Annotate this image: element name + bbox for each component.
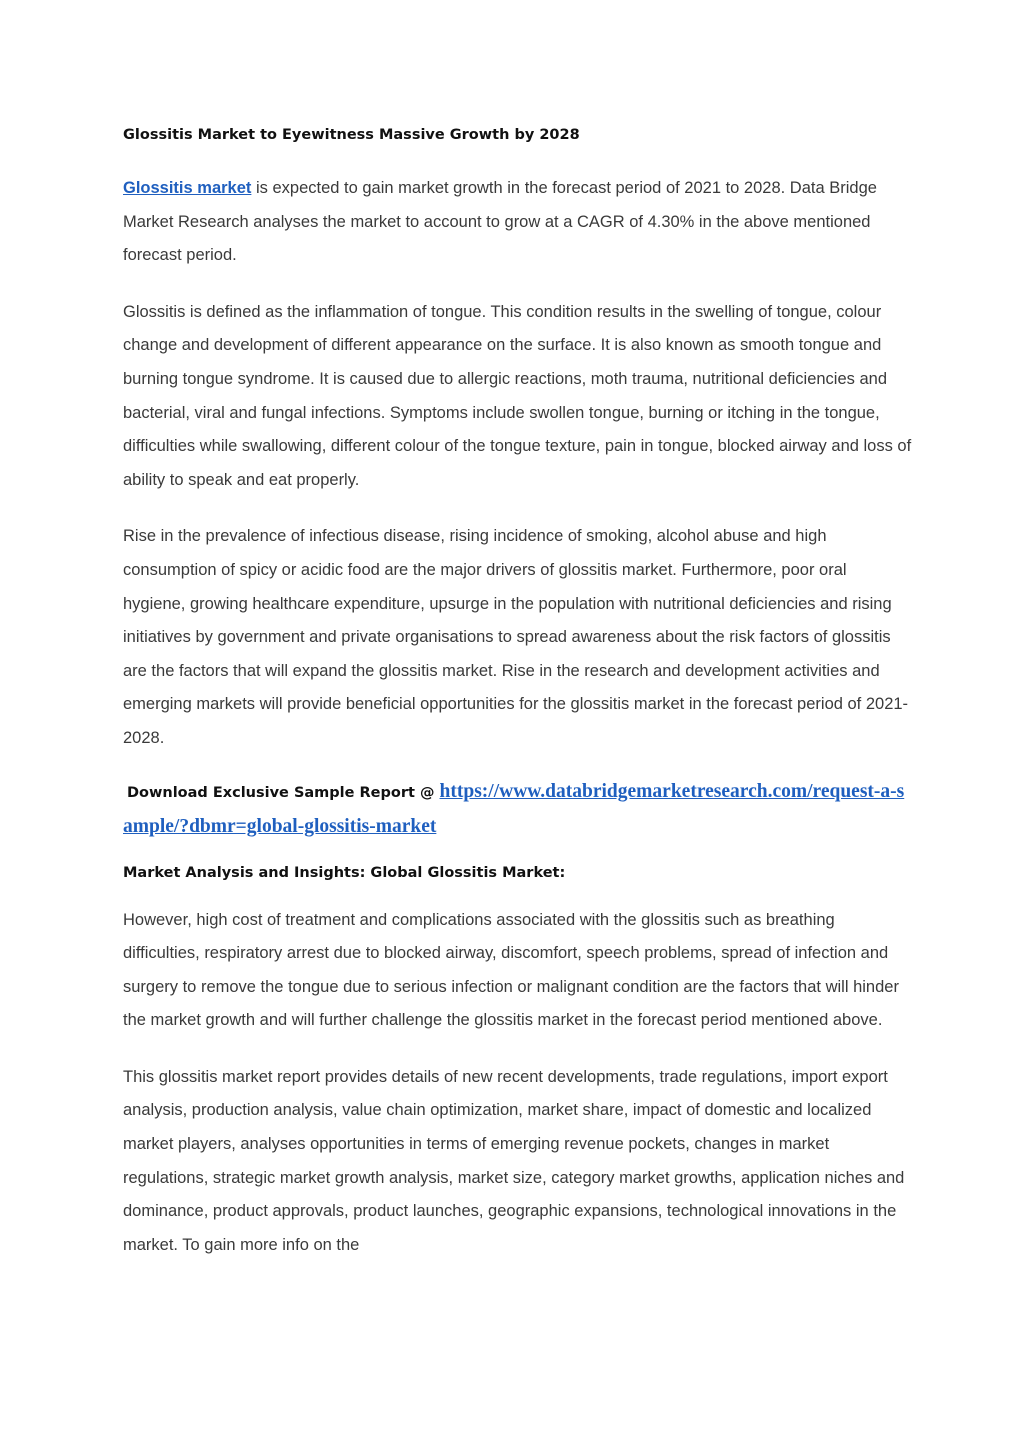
glossitis-market-link[interactable]: Glossitis market	[123, 179, 252, 197]
section-heading: Market Analysis and Insights: Global Glossitis Market:	[123, 864, 566, 881]
download-sample-line	[123, 775, 913, 844]
restraints-paragraph: However, high cost of treatment and complications associated with the glossitis such as breathing difficulties, respiratory arrest due to blocked airway, discomfort, speech problems, spread of infection and surgery to remove the tongue due to serious infection or malignant condition are the factors that will hinder the market growth and will further challenge the glossitis market in the forecast period mentioned above.	[123, 910, 899, 1030]
definition-paragraph: Glossitis is defined as the inflammation of tongue. This condition results in the swelling of tongue, colour change and development of different appearance on the surface. It is also known as smooth tongue and burning tongue syndrome. It is caused due to allergic reactions, moth trauma, nutritional deficiencies and bacterial, viral and fungal infections. Symptoms include swollen tongue, burning or itching in the tongue, difficulties while swallowing, different colour of the tongue texture, pain in tongue, blocked airway and loss of ability to speak and eat properly.	[123, 302, 912, 489]
drivers-paragraph: Rise in the prevalence of infectious disease, rising incidence of smoking, alcohol abuse and high consumption of spicy or acidic food are the major drivers of glossitis market. Furthermore, poor oral hygiene, growing healthcare expenditure, upsurge in the population with nutritional deficiencies and rising initiatives by government and private organisations to spread awareness about the risk factors of glossitis are the factors that will expand the glossitis market. Rise in the research and development activities and emerging markets will provide beneficial opportunities for the glossitis market in the forecast period of 2021-2028.	[123, 527, 909, 747]
download-label: Download Exclusive Sample Report @	[127, 784, 440, 801]
document-title: Glossitis Market to Eyewitness Massive Growth by 2028	[123, 127, 580, 143]
intro-text: is expected to gain market growth in the forecast period of 2021 to 2028. Data Bridge Market Research analyses the market to account to grow at a CAGR of 4.30% in the above mentioned forecast period.	[123, 179, 877, 265]
intro-paragraph	[123, 172, 913, 273]
report-details-paragraph: This glossitis market report provides details of new recent developments, trade regulations, import export analysis, production analysis, value chain optimization, market share, impact of domestic and localized market players, analyses opportunities in terms of emerging revenue pockets, changes in market regulations, strategic market growth analysis, market size, category market growths, application niches and dominance, product approvals, product launches, geographic expansions, technological innovations in the market. To gain more info on the	[123, 1067, 905, 1254]
download-sample-link[interactable]: https://www.databridgemarketresearch.com/request-a-sample/?dbmr=global-glossitis-market	[123, 780, 905, 837]
document-content	[123, 124, 913, 1285]
